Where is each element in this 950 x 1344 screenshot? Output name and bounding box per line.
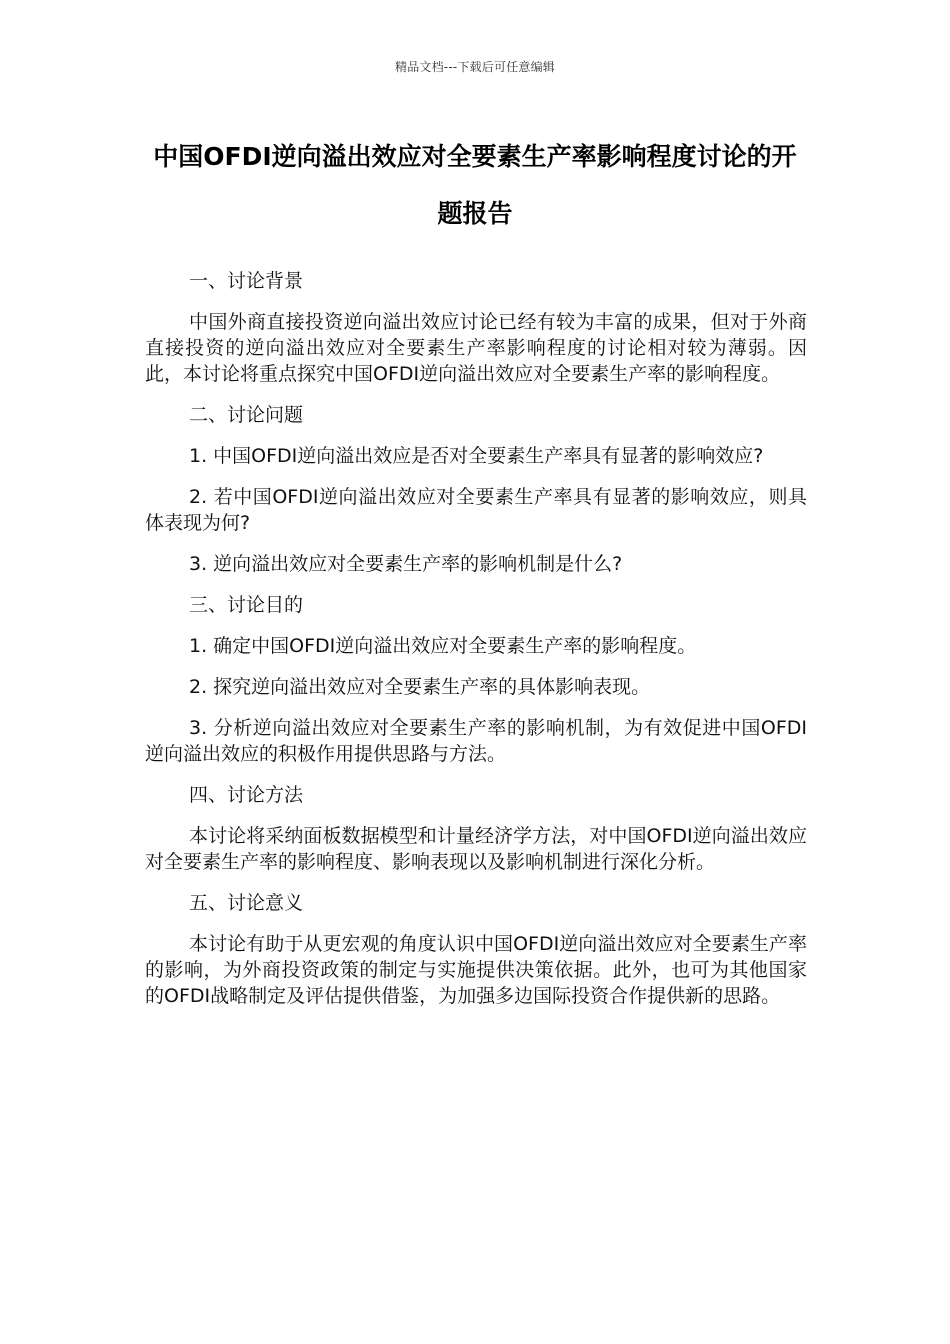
objective-item-2: 2. 探究逆向溢出效应对全要素生产率的具体影响表现。 — [189, 676, 651, 698]
question-item-3: 3. 逆向溢出效应对全要素生产率的影响机制是什么? — [189, 553, 623, 575]
section-heading-significance: 五、讨论意义 — [189, 892, 304, 914]
objective-item-3: 3. 分析逆向溢出效应对全要素生产率的影响机制，为有效促进中国OFDI逆向溢出效应的积极作用提供思路与方法。 — [145, 717, 807, 765]
section-heading-background: 一、讨论背景 — [189, 270, 304, 292]
section-heading-methods: 四、讨论方法 — [189, 784, 304, 806]
document-title: 中国OFDI逆向溢出效应对全要素生产率影响程度讨论的开题报告 — [153, 142, 797, 228]
question-item-2: 2. 若中国OFDI逆向溢出效应对全要素生产率具有显著的影响效应，则具体表现为何? — [145, 486, 807, 534]
paragraph-significance: 本讨论有助于从更宏观的角度认识中国OFDI逆向溢出效应对全要素生产率的影响，为外商投资政策的制定与实施提供决策依据。此外，也可为其他国家的OFDI战略制定及评估提供借鉴，为加强多边国际投资合作提供新的思路。 — [145, 933, 807, 1007]
objective-item-1: 1. 确定中国OFDI逆向溢出效应对全要素生产率的影响程度。 — [189, 635, 697, 657]
paragraph-methods: 本讨论将采纳面板数据模型和计量经济学方法，对中国OFDI逆向溢出效应对全要素生产率的影响程度、影响表现以及影响机制进行深化分析。 — [145, 825, 807, 873]
header-note: 精品文档---下载后可任意编辑 — [395, 60, 555, 74]
section-heading-objectives: 三、讨论目的 — [189, 594, 304, 616]
document-body — [145, 268, 807, 1024]
section-heading-questions: 二、讨论问题 — [189, 404, 304, 426]
paragraph-background: 中国外商直接投资逆向溢出效应讨论已经有较为丰富的成果，但对于外商直接投资的逆向溢出效应对全要素生产率影响程度的讨论相对较为薄弱。因此，本讨论将重点探究中国OFDI逆向溢出效应对全要素生产率的影响程度。 — [145, 311, 807, 385]
question-item-1: 1. 中国OFDI逆向溢出效应是否对全要素生产率具有显著的影响效应? — [189, 445, 764, 467]
